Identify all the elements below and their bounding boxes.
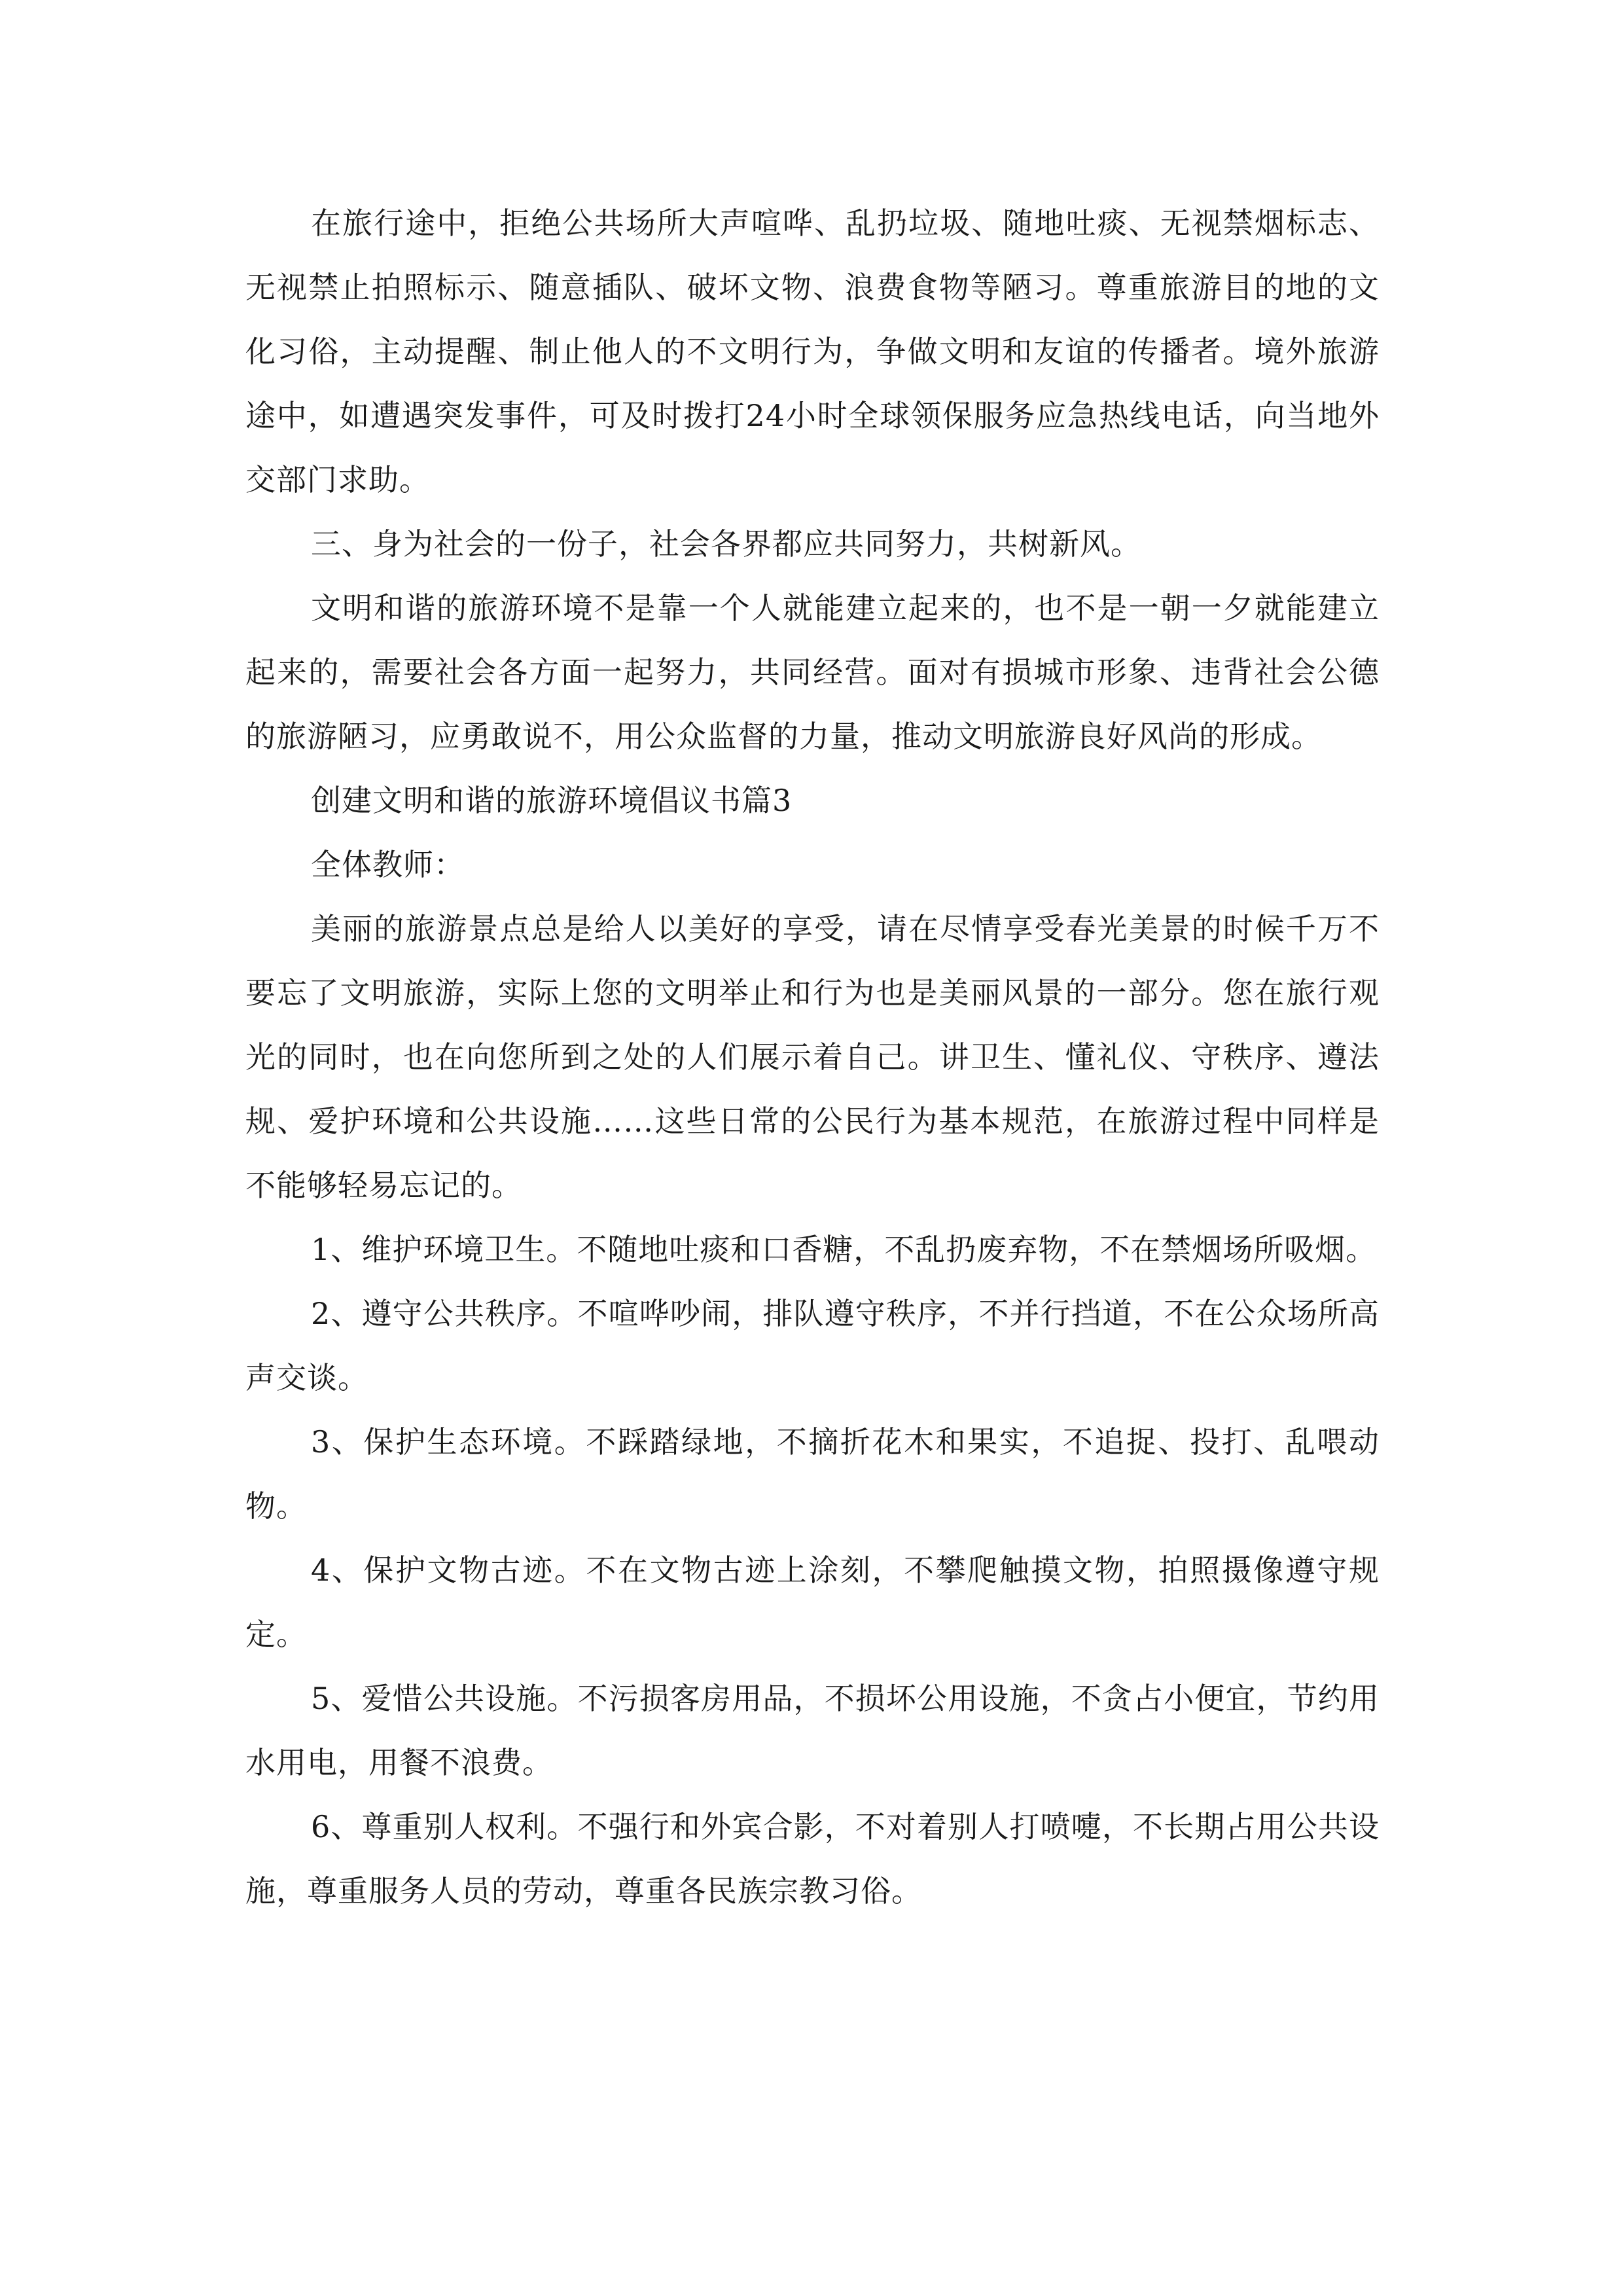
list-item-ecology: 3、保护生态环境。不踩踏绿地，不摘折花木和果实，不追捉、投打、乱喂动物。 xyxy=(245,1424,1380,1524)
paragraph-section-three-heading: 三、身为社会的一份子，社会各界都应共同努力，共树新风。 xyxy=(311,526,1141,562)
paragraph-introduction: 美丽的旅游景点总是给人以美好的享受，请在尽情享受春光美景的时候千万不要忘了文明旅游，实际上您的文明举止和行为也是美丽风景的一部分。您在旅行观光的同时，也在向您所到之处的人们展示着自己。讲卫生、懂礼仪、守秩序、遵法规、爱护环境和公共设施……这些日常的公民行为基本规范，在旅游过程中同样是不能够轻易忘记的。 xyxy=(245,911,1380,1203)
list-item-relics: 4、保护文物古迹。不在文物古迹上涂刻，不攀爬触摸文物，拍照摄像遵守规定。 xyxy=(245,1552,1380,1652)
paragraph-harmonious-environment: 文明和谐的旅游环境不是靠一个人就能建立起来的，也不是一朝一夕就能建立起来的，需要社会各方面一起努力，共同经营。面对有损城市形象、违背社会公德的旅游陋习，应勇敢说不，用公众监督的力量，推动文明旅游良好风尚的形成。 xyxy=(245,590,1380,754)
list-item-respect-rights: 6、尊重别人权利。不强行和外宾合影，不对着别人打喷嚏，不长期占用公共设施，尊重服务人员的劳动，尊重各民族宗教习俗。 xyxy=(245,1809,1380,1909)
list-item-facilities: 5、爱惜公共设施。不污损客房用品，不损坏公用设施，不贪占小便宜，节约用水用电，用餐不浪费。 xyxy=(245,1681,1380,1780)
list-item-public-order: 2、遵守公共秩序。不喧哗吵闹，排队遵守秩序，不并行挡道，不在公众场所高声交谈。 xyxy=(245,1296,1380,1395)
list-item-hygiene: 1、维护环境卫生。不随地吐痰和口香糖，不乱扔废弃物，不在禁烟场所吸烟。 xyxy=(311,1232,1377,1267)
paragraph-salutation: 全体教师： xyxy=(311,847,465,882)
document-body xyxy=(245,191,1380,1923)
paragraph-proposal-title: 创建文明和谐的旅游环境倡议书篇3 xyxy=(311,783,793,818)
paragraph-travel-conduct: 在旅行途中，拒绝公共场所大声喧哗、乱扔垃圾、随地吐痰、无视禁烟标志、无视禁止拍照标示、随意插队、破坏文物、浪费食物等陋习。尊重旅游目的地的文化习俗，主动提醒、制止他人的不文明行为，争做文明和友谊的传播者。境外旅游途中，如遭遇突发事件，可及时拨打24小时全球领保服务应急热线电话，向当地外交部门求助。 xyxy=(245,206,1380,497)
